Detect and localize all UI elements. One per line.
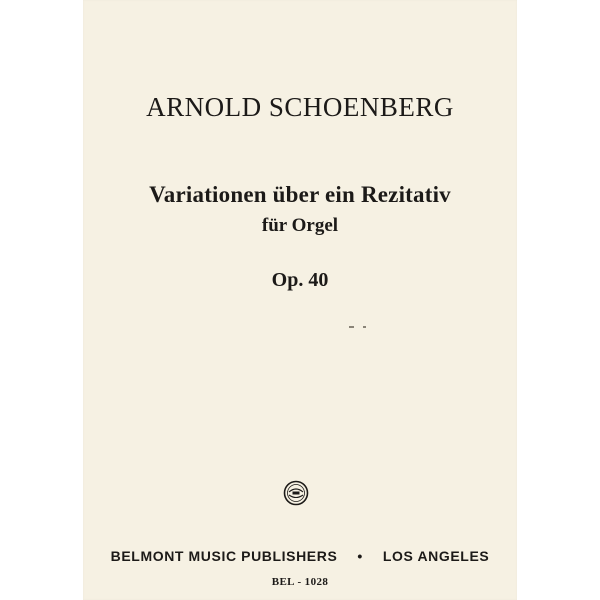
- publisher-city: LOS ANGELES: [382, 548, 490, 564]
- opus-number: Op. 40: [271, 269, 329, 291]
- catalog-number: BEL - 1028: [271, 576, 329, 588]
- print-speck: [349, 326, 354, 328]
- publisher-seal-icon: [283, 480, 309, 506]
- instrumentation: für Orgel: [261, 215, 339, 236]
- score-cover: [83, 0, 517, 600]
- print-speck: [363, 326, 366, 328]
- publisher-name: BELMONT MUSIC PUBLISHERS: [110, 548, 338, 564]
- work-title: Variationen über ein Rezitativ: [149, 182, 451, 207]
- composer-name: ARNOLD SCHOENBERG: [146, 92, 454, 122]
- publisher-line: [83, 548, 517, 564]
- publisher-separator: •: [357, 548, 363, 564]
